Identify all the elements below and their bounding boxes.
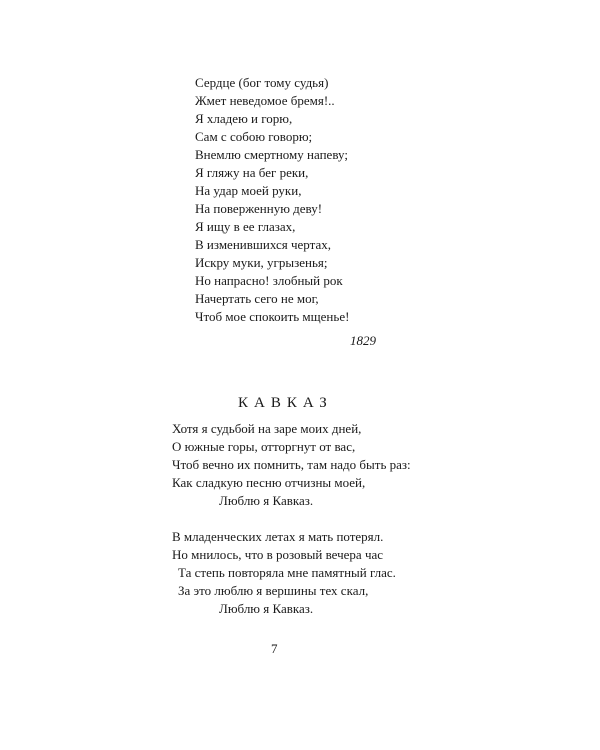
poem-line: На поверженную деву! (195, 201, 323, 216)
poem-line: Внемлю смертному напеву; (195, 147, 348, 162)
poem-line: Чтоб вечно их помнить, там надо быть раз: (172, 457, 411, 472)
poem-line: В изменившихся чертах, (195, 237, 331, 252)
poem-line: Я ищу в ее глазах, (195, 219, 296, 234)
poem-refrain: Люблю я Кавказ. (219, 493, 314, 508)
poem-line: О южные горы, отторгнут от вас, (172, 439, 356, 454)
poem-line: Та степь повторяла мне памятный глас. (178, 565, 396, 580)
poem-line: Чтоб мое спокоить мщенье! (195, 309, 350, 324)
poem-title: КАВКАЗ (238, 395, 333, 411)
poem-refrain: Люблю я Кавказ. (219, 601, 314, 616)
poem-line: Начертать сего не мог, (195, 291, 319, 306)
poem-date: 1829 (350, 333, 376, 348)
poem-line: Сердце (бог тому судья) (195, 75, 329, 90)
poem-line: Хотя я судьбой на заре моих дней, (172, 421, 362, 436)
poem-line: Жмет неведомое бремя!.. (195, 93, 335, 108)
page-number: 7 (271, 641, 278, 656)
poem-line: Как сладкую песню отчизны моей, (172, 475, 366, 490)
poem-line: Искру муки, угрызенья; (195, 255, 328, 270)
poem-line: Но мнилось, что в розовый вечера час (172, 547, 384, 562)
poem-line: Сам с собою говорю; (195, 129, 313, 144)
poem-line: В младенческих летах я мать потерял. (172, 529, 384, 544)
poem-line: На удар моей руки, (195, 183, 302, 198)
poem-line: Я гляжу на бег реки, (195, 165, 309, 180)
poem-line: Я хладею и горю, (195, 111, 293, 126)
poem-line: За это люблю я вершины тех скал, (178, 583, 369, 598)
poem-line: Но напрасно! злобный рок (195, 273, 343, 288)
